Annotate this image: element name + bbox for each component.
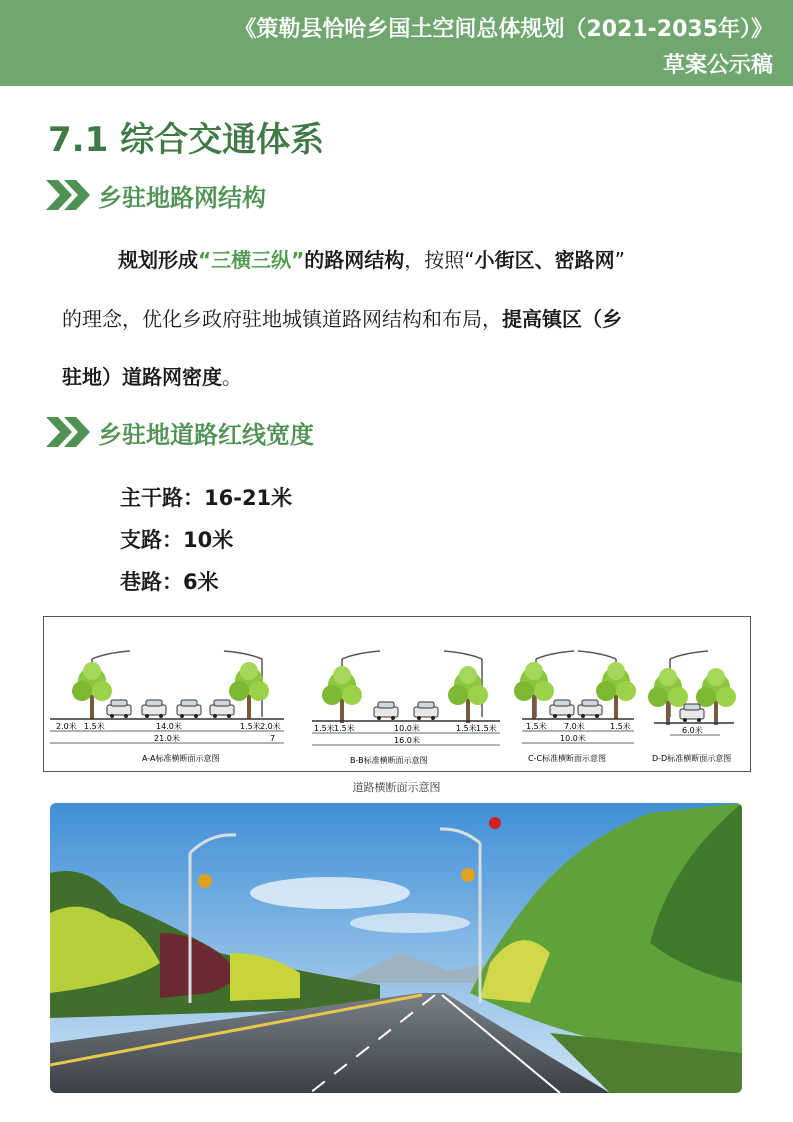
figure-caption: 道路横断面示意图 — [352, 781, 441, 794]
document-status: 草案公示稿 — [662, 53, 773, 78]
dim-label: 6.0米 — [682, 726, 703, 735]
paragraph-line-1 — [118, 228, 625, 292]
dim-label: 2.0米 — [260, 722, 281, 731]
cross-section-aa — [50, 651, 284, 763]
cross-section-caption: A-A标准横断面示意图 — [142, 754, 220, 763]
document-title: 《策勒县恰哈乡国土空间总体规划（2021-2035年）》 — [234, 17, 773, 42]
road-width-alley: 巷路：6米 — [120, 570, 219, 594]
text-highlight: “三横三纵” — [198, 248, 305, 272]
cross-section-bb — [312, 651, 500, 765]
subsection-road-network — [46, 177, 266, 213]
text-bold: 规划形成 — [118, 248, 198, 272]
cross-section-caption: B-B标准横断面示意图 — [350, 756, 428, 765]
subsection-road-width — [46, 414, 314, 450]
dim-label: 16.0米 — [394, 736, 420, 745]
dim-label: 7.0米 — [564, 722, 585, 731]
text-bold: 的路网结构 — [304, 248, 405, 272]
dim-label: 1.5米 — [240, 722, 261, 731]
text-plain: ” — [614, 248, 626, 272]
dim-label: 21.0米 — [154, 734, 180, 743]
dim-label: 1.5米 — [456, 724, 477, 733]
dim-label: 7 — [270, 734, 276, 743]
dim-label: 1.5米 — [476, 724, 497, 733]
road-photo-illustration — [50, 803, 742, 1093]
text-bold: 小街区、密路网 — [474, 248, 615, 272]
paragraph-line-2 — [62, 287, 622, 351]
dim-label: 1.5米 — [334, 724, 355, 733]
double-chevron-icon — [46, 180, 92, 210]
double-chevron-icon — [46, 417, 92, 447]
dim-label: 1.5米 — [610, 722, 631, 731]
text-bold: 驻地）道路网密度 — [62, 365, 222, 389]
cross-section-caption: C-C标准横断面示意图 — [528, 754, 607, 763]
dim-label: 2.0米 — [56, 722, 77, 731]
text-plain: 。 — [222, 365, 242, 389]
dim-label: 1.5米 — [84, 722, 105, 731]
cross-section-diagram — [44, 617, 750, 771]
text-plain: ，按照“ — [404, 248, 475, 272]
cross-section-cc — [514, 651, 636, 763]
cross-section-figure — [43, 616, 751, 772]
section-title: 7.1 综合交通体系 — [48, 120, 325, 160]
subsection-label: 乡驻地路网结构 — [98, 183, 266, 212]
dim-label: 10.0米 — [560, 734, 586, 743]
dim-label: 1.5米 — [314, 724, 335, 733]
dim-label: 14.0米 — [156, 722, 182, 731]
header-band — [0, 0, 793, 86]
road-photo — [50, 803, 742, 1093]
dim-label: 10.0米 — [394, 724, 420, 733]
dim-label: 1.5米 — [526, 722, 547, 731]
road-width-arterial: 主干路：16-21米 — [120, 486, 293, 510]
text-bold: 提高镇区（乡 — [502, 307, 622, 331]
subsection-label: 乡驻地道路红线宽度 — [98, 420, 314, 449]
cross-section-dd — [648, 651, 736, 763]
cross-section-caption: D-D标准横断面示意图 — [652, 754, 732, 763]
road-width-branch: 支路：10米 — [120, 528, 234, 552]
paragraph-line-3 — [62, 345, 242, 409]
text-plain: 的理念，优化乡政府驻地城镇道路网结构和布局， — [62, 307, 502, 331]
